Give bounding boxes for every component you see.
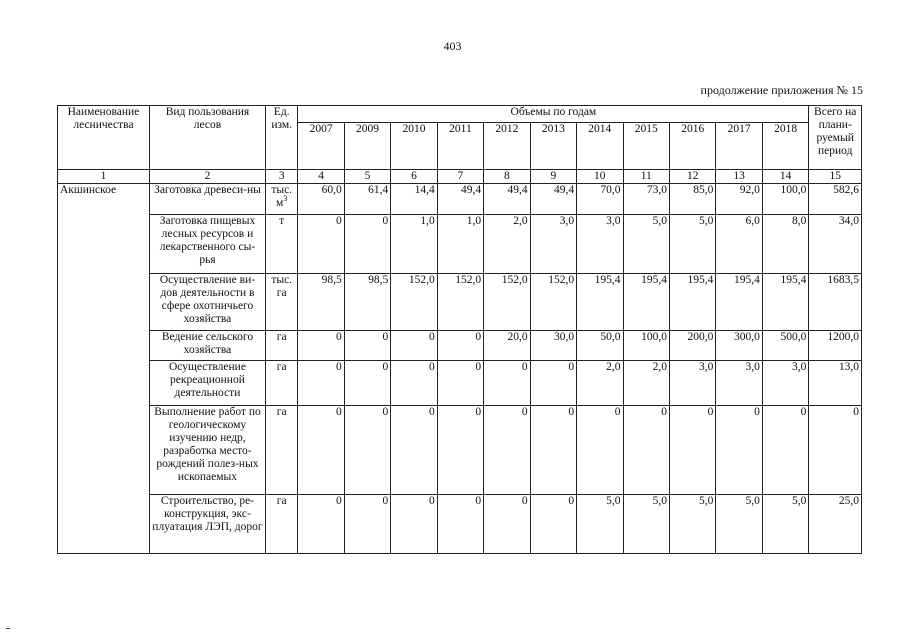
value-cell: 2,0 xyxy=(623,361,669,406)
value-cell: 0 xyxy=(530,406,576,495)
value-cell: 0 xyxy=(344,406,390,495)
value-cell: 0 xyxy=(344,495,390,554)
value-cell: 6,0 xyxy=(716,215,762,274)
unit-text: га xyxy=(276,495,287,507)
unit-cell xyxy=(266,215,298,274)
total-cell: 1683,5 xyxy=(809,274,862,331)
value-cell: 0 xyxy=(484,361,530,406)
header-year: 2016 xyxy=(669,123,715,170)
value-cell: 5,0 xyxy=(623,215,669,274)
value-cell: 73,0 xyxy=(623,184,669,215)
value-cell: 50,0 xyxy=(577,331,623,361)
column-number: 7 xyxy=(437,170,483,184)
table-row xyxy=(58,215,862,274)
value-cell: 2,0 xyxy=(484,215,530,274)
unit-text: тыс. м xyxy=(271,184,293,209)
column-number: 3 xyxy=(266,170,298,184)
value-cell: 100,0 xyxy=(623,331,669,361)
header-year: 2011 xyxy=(437,123,483,170)
forestry-name: Акшинское xyxy=(58,184,150,554)
value-cell: 0 xyxy=(437,361,483,406)
value-cell: 8,0 xyxy=(762,215,809,274)
value-cell: 300,0 xyxy=(716,331,762,361)
header-year: 2012 xyxy=(484,123,530,170)
value-cell: 0 xyxy=(298,331,344,361)
total-cell: 34,0 xyxy=(809,215,862,274)
table-row xyxy=(58,184,862,215)
unit-cell xyxy=(266,274,298,331)
header-use-type: Вид пользования лесов xyxy=(149,106,265,170)
value-cell: 0 xyxy=(530,361,576,406)
header-year: 2007 xyxy=(298,123,344,170)
value-cell: 5,0 xyxy=(623,495,669,554)
value-cell: 5,0 xyxy=(716,495,762,554)
unit-cell xyxy=(266,184,298,215)
value-cell: 30,0 xyxy=(530,331,576,361)
header-year: 2017 xyxy=(716,123,762,170)
value-cell: 0 xyxy=(530,495,576,554)
value-cell: 5,0 xyxy=(669,215,715,274)
value-cell: 1,0 xyxy=(391,215,437,274)
column-number: 11 xyxy=(623,170,669,184)
value-cell: 5,0 xyxy=(577,495,623,554)
value-cell: 0 xyxy=(344,215,390,274)
value-cell: 0 xyxy=(623,406,669,495)
value-cell: 0 xyxy=(344,361,390,406)
column-number: 9 xyxy=(530,170,576,184)
column-number: 10 xyxy=(577,170,623,184)
column-number: 13 xyxy=(716,170,762,184)
column-number: 1 xyxy=(58,170,150,184)
header-year: 2010 xyxy=(391,123,437,170)
value-cell: 195,4 xyxy=(623,274,669,331)
value-cell: 3,0 xyxy=(669,361,715,406)
value-cell: 3,0 xyxy=(530,215,576,274)
use-type-cell: Заготовка древеси-ны xyxy=(149,184,265,215)
value-cell: 3,0 xyxy=(716,361,762,406)
forest-use-volumes-table xyxy=(57,105,862,554)
value-cell: 100,0 xyxy=(762,184,809,215)
value-cell: 0 xyxy=(577,406,623,495)
value-cell: 0 xyxy=(391,495,437,554)
value-cell: 152,0 xyxy=(437,274,483,331)
value-cell: 3,0 xyxy=(577,215,623,274)
value-cell: 195,4 xyxy=(762,274,809,331)
column-number: 5 xyxy=(344,170,390,184)
column-number: 8 xyxy=(484,170,530,184)
header-unit: Ед. изм. xyxy=(266,106,298,170)
value-cell: 0 xyxy=(484,495,530,554)
unit-cell xyxy=(266,331,298,361)
value-cell: 60,0 xyxy=(298,184,344,215)
use-type-cell: Выполнение работ по геологическому изучению недр, разработка место-рождений полез-ных ископаемых xyxy=(149,406,265,495)
column-number: 14 xyxy=(762,170,809,184)
value-cell: 0 xyxy=(484,406,530,495)
value-cell: 92,0 xyxy=(716,184,762,215)
value-cell: 195,4 xyxy=(716,274,762,331)
use-type-cell: Строительство, ре-конструкция, экс-плуатация ЛЭП, дорог xyxy=(149,495,265,554)
value-cell: 5,0 xyxy=(669,495,715,554)
total-cell: 13,0 xyxy=(809,361,862,406)
value-cell: 0 xyxy=(344,331,390,361)
header-volumes: Объемы по годам xyxy=(298,106,809,123)
column-number: 12 xyxy=(669,170,715,184)
value-cell: 0 xyxy=(437,406,483,495)
table-row xyxy=(58,406,862,495)
value-cell: 0 xyxy=(391,331,437,361)
value-cell: 3,0 xyxy=(762,361,809,406)
value-cell: 49,4 xyxy=(437,184,483,215)
unit-text: га xyxy=(276,331,287,343)
value-cell: 1,0 xyxy=(437,215,483,274)
column-number-row xyxy=(58,170,862,184)
value-cell: 0 xyxy=(391,406,437,495)
use-type-cell: Заготовка пищевых лесных ресурсов и лекарственного сы-рья xyxy=(149,215,265,274)
header-year: 2014 xyxy=(577,123,623,170)
value-cell: 70,0 xyxy=(577,184,623,215)
value-cell: 152,0 xyxy=(391,274,437,331)
unit-superscript: 3 xyxy=(283,194,288,204)
value-cell: 0 xyxy=(298,495,344,554)
table-row xyxy=(58,331,862,361)
value-cell: 152,0 xyxy=(530,274,576,331)
header-year: 2009 xyxy=(344,123,390,170)
value-cell: 20,0 xyxy=(484,331,530,361)
header-forestry: Наименование лесничества xyxy=(58,106,150,170)
value-cell: 0 xyxy=(391,361,437,406)
unit-text: тыс. га xyxy=(271,274,293,299)
column-number: 2 xyxy=(149,170,265,184)
total-cell: 0 xyxy=(809,406,862,495)
value-cell: 0 xyxy=(437,495,483,554)
header-year: 2013 xyxy=(530,123,576,170)
value-cell: 0 xyxy=(298,361,344,406)
value-cell: 0 xyxy=(298,215,344,274)
value-cell: 152,0 xyxy=(484,274,530,331)
value-cell: 5,0 xyxy=(762,495,809,554)
unit-cell xyxy=(266,361,298,406)
unit-cell xyxy=(266,406,298,495)
column-number: 6 xyxy=(391,170,437,184)
column-number: 15 xyxy=(809,170,862,184)
edge-mark xyxy=(6,628,10,629)
value-cell: 49,4 xyxy=(484,184,530,215)
column-number: 4 xyxy=(298,170,344,184)
value-cell: 98,5 xyxy=(344,274,390,331)
table-row xyxy=(58,361,862,406)
value-cell: 0 xyxy=(298,406,344,495)
value-cell: 49,4 xyxy=(530,184,576,215)
table-row xyxy=(58,495,862,554)
total-cell: 1200,0 xyxy=(809,331,862,361)
unit-cell xyxy=(266,495,298,554)
continuation-label: продолжение приложения № 15 xyxy=(700,83,863,97)
total-cell: 582,6 xyxy=(809,184,862,215)
value-cell: 500,0 xyxy=(762,331,809,361)
value-cell: 195,4 xyxy=(577,274,623,331)
value-cell: 98,5 xyxy=(298,274,344,331)
header-total: Всего на плани-руемый период xyxy=(809,106,862,170)
value-cell: 200,0 xyxy=(669,331,715,361)
page-number: 403 xyxy=(443,39,462,53)
value-cell: 195,4 xyxy=(669,274,715,331)
table-body xyxy=(58,184,862,554)
table-row xyxy=(58,274,862,331)
value-cell: 0 xyxy=(762,406,809,495)
value-cell: 61,4 xyxy=(344,184,390,215)
unit-text: га xyxy=(276,361,287,373)
header-year: 2015 xyxy=(623,123,669,170)
value-cell: 14,4 xyxy=(391,184,437,215)
value-cell: 85,0 xyxy=(669,184,715,215)
use-type-cell: Осуществление рекреационной деятельности xyxy=(149,361,265,406)
unit-text: га xyxy=(276,406,287,418)
use-type-cell: Ведение сельского хозяйства xyxy=(149,331,265,361)
unit-text: т xyxy=(279,215,285,227)
value-cell: 2,0 xyxy=(577,361,623,406)
header-year: 2018 xyxy=(762,123,809,170)
value-cell: 0 xyxy=(669,406,715,495)
value-cell: 0 xyxy=(716,406,762,495)
value-cell: 0 xyxy=(437,331,483,361)
use-type-cell: Осуществление ви-дов деятельности в сфере охотничьего хозяйства xyxy=(149,274,265,331)
total-cell: 25,0 xyxy=(809,495,862,554)
